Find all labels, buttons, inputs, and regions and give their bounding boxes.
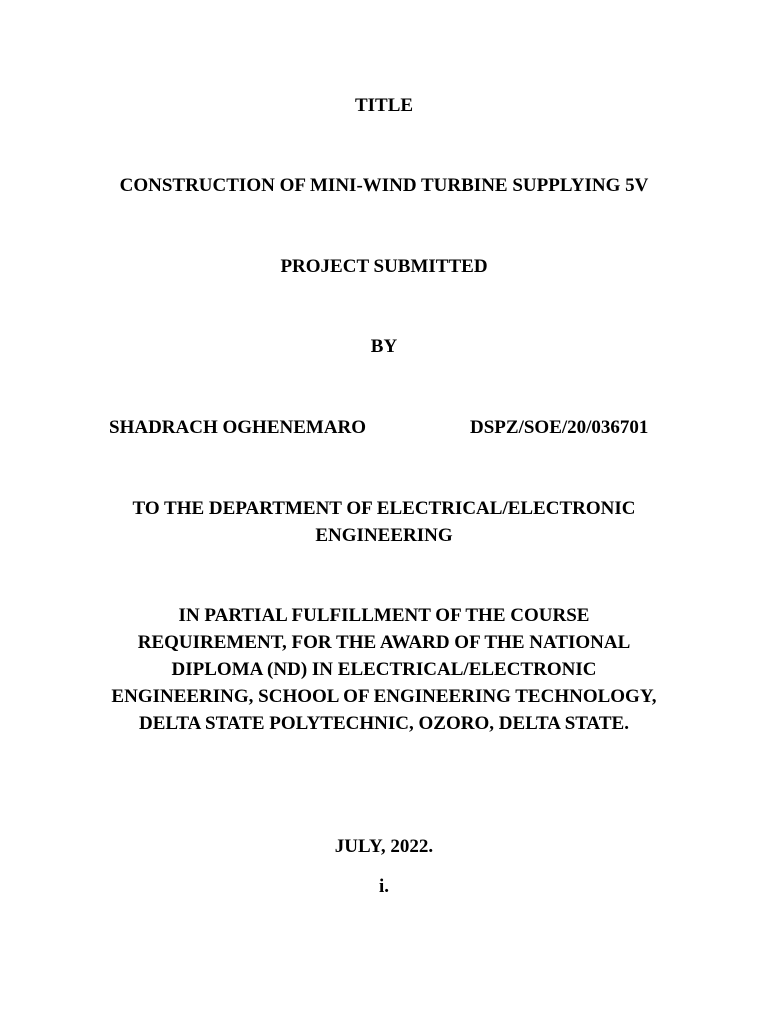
student-info [0, 414, 768, 441]
submission-date: JULY, 2022. [334, 836, 434, 857]
department-line: TO THE DEPARTMENT OF ELECTRICAL/ELECTRONIC [132, 498, 636, 519]
fulfillment-line: DIPLOMA (ND) IN ELECTRICAL/ELECTRONIC [171, 659, 597, 680]
page-number: i. [378, 876, 390, 897]
student-name: SHADRACH OGHENEMARO [109, 417, 367, 438]
fulfillment-line: IN PARTIAL FULFILLMENT OF THE COURSE [178, 605, 590, 626]
student-id: DSPZ/SOE/20/036701 [470, 417, 649, 438]
by-label: BY [370, 336, 398, 357]
fulfillment-line: DELTA STATE POLYTECHNIC, OZORO, DELTA STATE. [139, 713, 629, 734]
project-title: CONSTRUCTION OF MINI-WIND TURBINE SUPPLYING 5V [119, 175, 649, 196]
heading: TITLE [354, 95, 414, 116]
fulfillment-line: REQUIREMENT, FOR THE AWARD OF THE NATIONAL [137, 632, 631, 653]
department-line: ENGINEERING [315, 525, 453, 546]
submission-label: PROJECT SUBMITTED [280, 256, 488, 277]
fulfillment-line: ENGINEERING, SCHOOL OF ENGINEERING TECHNOLOGY, [111, 686, 657, 707]
